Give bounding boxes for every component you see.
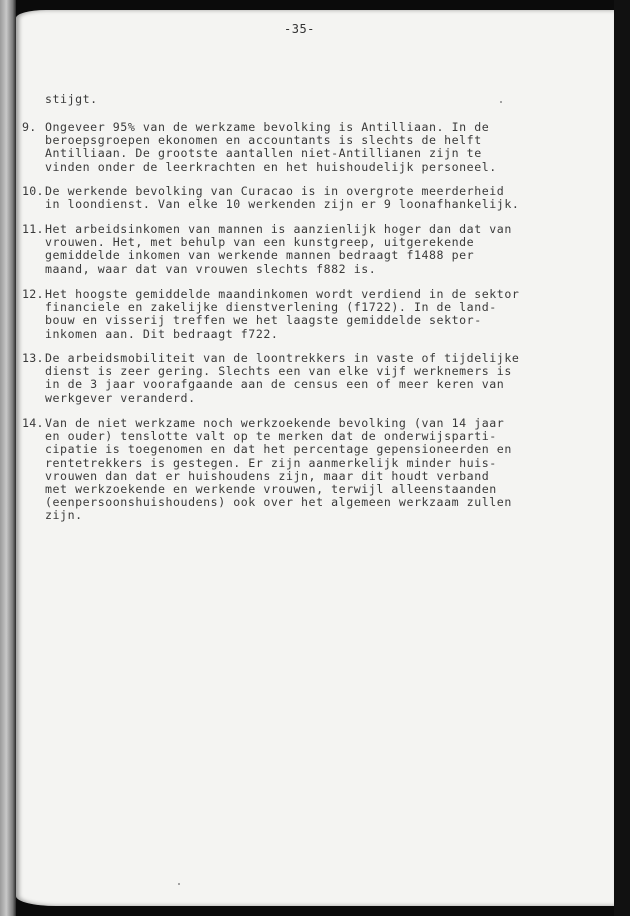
item-line: cipatie is toegenomen en dat het percentage gepensioneerden en [45, 442, 512, 457]
item-number: 12. [22, 287, 44, 301]
item-line: (eenpersoonshuishoudens) ook over het algemeen werkzaam zullen [45, 495, 512, 510]
item-number: 10. [22, 184, 44, 198]
item-line: rentetrekkers is gestegen. Er zijn aanmerkelijk minder huis- [45, 455, 497, 470]
item-line: werkgever veranderd. [45, 390, 196, 405]
item-line: Van de niet werkzame noch werkzoekende bevolking (van 14 jaar [45, 416, 505, 430]
item-number: 13. [22, 351, 44, 365]
item-line: inkomen aan. Dit bedraagt f722. [45, 326, 279, 341]
item-line: beroepsgroepen ekonomen en accountants is slechts de helft [45, 133, 482, 148]
book-spine [0, 0, 16, 916]
item-body [45, 288, 519, 341]
item-line: met werkzoekende en werkende vrouwen, terwijl alleenstaanden [45, 482, 497, 497]
item-line: Het arbeidsinkomen van mannen is aanzienlijk hoger dan dat van [45, 222, 512, 236]
item-line: De arbeidsmobiliteit van de loontrekkers in vaste of tijdelijke [45, 351, 520, 365]
item-line: bouw en visserij treffen we het laagste gemiddelde sektor- [45, 313, 482, 328]
item-line: zijn. [45, 508, 83, 523]
item-line: vinden onder de leerkrachten en het huishoudelijk personeel. [45, 159, 497, 174]
item-body [45, 185, 519, 211]
item-number: 14. [22, 416, 44, 430]
item-line: maand, waar dat van vrouwen slechts f882 is. [45, 261, 377, 276]
item-body [45, 417, 512, 523]
item-line: en ouder) tenslotte valt op te merken dat de onderwijsparti- [45, 429, 497, 444]
item-line: vrouwen dan dat er huishoudens zijn, maar dit houdt verband [45, 468, 490, 483]
item-line: gemiddelde inkomen van werkende mannen bedraagt f1488 per [45, 248, 475, 263]
item-line: in de 3 jaar voorafgaande aan de census een of meer keren van [45, 377, 505, 392]
item-body [45, 121, 497, 174]
continuation-text: stijgt. [45, 92, 98, 106]
item-body [45, 223, 512, 276]
item-number: 11. [22, 222, 44, 236]
scan-speck [178, 883, 180, 885]
item-line: Het hoogste gemiddelde maandinkomen wordt verdiend in de sektor [45, 287, 520, 301]
item-line: De werkende bevolking van Curacao is in overgrote meerderheid [45, 184, 505, 198]
page-number: -35- [284, 22, 315, 36]
item-line: dienst is zeer gering. Slechts een van elke vijf werknemers is [45, 364, 512, 379]
item-body [45, 352, 519, 405]
item-line: in loondienst. Van elke 10 werkenden zijn er 9 loonafhankelijk. [45, 197, 520, 212]
item-line: vrouwen. Het, met behulp van een kunstgreep, uitgerekende [45, 235, 475, 250]
item-line: Antilliaan. De grootste aantallen niet-Antillianen zijn te [45, 146, 482, 161]
item-line: financiele en zakelijke dienstverlening (f1722). In de land- [45, 300, 497, 315]
item-line: Ongeveer 95% van de werkzame bevolking is Antilliaan. In de [45, 120, 490, 134]
scan-speck [500, 101, 502, 103]
item-number: 9. [22, 120, 37, 134]
page-edge-shadow [614, 0, 630, 916]
